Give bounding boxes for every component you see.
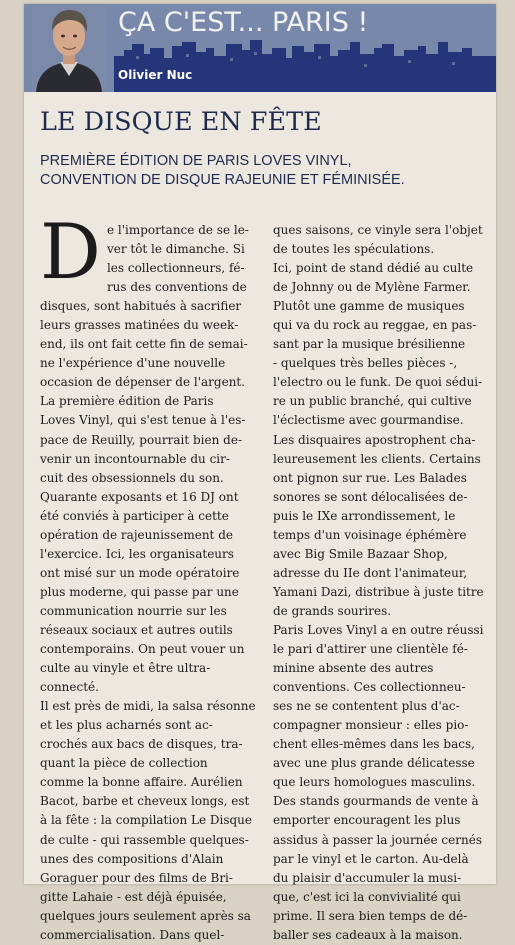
article-standfirst [40, 152, 492, 190]
column-banner [24, 4, 496, 92]
article-text-line: de grands sourires. [273, 603, 392, 618]
article-text-line: conventions. Ces collectionneu- [273, 680, 466, 695]
article-text-line: de culte - qui rassemble quelques- [40, 832, 249, 847]
article-text-line: occasion de dépenser de l'argent. [40, 375, 246, 390]
article-text-line: qui va du rock au reggae, en pas- [273, 318, 477, 333]
article-text-line: Ici, point de stand dédié au culte [273, 261, 474, 276]
article-text-line: communication nourrie sur les [40, 603, 227, 618]
article-text-line: sonores se sont délocalisées de- [273, 489, 468, 504]
article-text-line: - quelques très belles pièces -, [273, 356, 458, 371]
article-column-left [40, 207, 261, 945]
article-text-line: e l'importance de se le- [106, 223, 249, 237]
left-column-text [40, 207, 261, 945]
article-text-line: crochés aux bacs de disques, tra- [40, 737, 243, 752]
article-text-line: ne l'expérience d'une nouvelle [40, 356, 226, 371]
article-text-line: chent elles-mêmes dans les bacs, [273, 737, 475, 752]
article-text-line: baller ses cadeaux à la maison. [273, 927, 463, 942]
article-text-line: ver tôt le dimanche. Si [106, 242, 245, 257]
article-text-line: Des stands gourmands de vente à [273, 794, 479, 809]
article-text-line: Quarante exposants et 16 DJ ont [40, 489, 239, 504]
article-text-line: que, c'est ici la convivialité qui [273, 889, 461, 904]
article-text-line: opération de rajeunissement de [40, 527, 233, 542]
article-text-line: minine absente des autres [273, 661, 434, 676]
article-text-line: à la fête : la compilation Le Disque [40, 813, 252, 828]
author-name: Olivier Nuc [118, 68, 193, 82]
article-text-line: unes des compositions d'Alain [40, 851, 224, 866]
article-text-line: Goraguer pour des films de Bri- [40, 870, 233, 885]
article-text-line: Paris Loves Vinyl a en outre réussi [273, 622, 484, 637]
article-text-line: avec une plus grande délicatesse [273, 756, 475, 771]
article-text-line: Plutôt une gamme de musiques [273, 299, 465, 314]
article-text-line: Loves Vinyl, qui s'est tenue à l'es- [40, 413, 246, 428]
article-text-line: disques, sont habitués à sacrifier [40, 299, 242, 314]
article-column-right [273, 221, 484, 945]
right-column-text [273, 221, 484, 945]
author-portrait [32, 6, 106, 92]
article-text-line: et les plus acharnés sont ac- [40, 718, 213, 733]
article-text-line: les collectionneurs, fé- [106, 261, 245, 276]
article-text-line: emporter encouragent les plus [273, 813, 461, 828]
standfirst-line: PREMIÈRE ÉDITION DE PARIS LOVES VINYL, [40, 153, 352, 169]
article-text-line: du plaisir d'accumuler la musi- [273, 870, 462, 885]
article-text-line: ses ne se contentent plus d'ac- [273, 699, 460, 714]
column-title: ÇA C'EST... PARIS ! [118, 7, 369, 38]
newspaper-page [24, 4, 496, 942]
article-text-line: sant par la musique brésilienne [273, 337, 466, 352]
article-text-line: connecté. [40, 680, 99, 695]
article-text-line: leurs grasses matinées du week- [40, 318, 239, 333]
article-text-line: temps d'un voisinage éphémère [273, 527, 467, 542]
article-text-line: que leurs homologues masculins. [273, 775, 476, 790]
article-text-line: ont misé sur un mode opératoire [40, 565, 240, 580]
article-headline: LE DISQUE EN FÊTE [40, 107, 322, 137]
article-text-line: contemporains. On peut vouer un [40, 642, 245, 657]
article-text-line: commercialisation. Dans quel- [40, 927, 225, 942]
article-text-line: quant la pièce de collection [40, 756, 208, 771]
article-text-line: Bacot, barbe et cheveux longs, est [40, 794, 250, 809]
article-text-line: l'éclectisme avec gourmandise. [273, 413, 464, 428]
article-text-line: Il est près de midi, la salsa résonne [40, 699, 256, 714]
article-text-line: Yamani Dazi, distribue à juste titre [273, 584, 484, 599]
article-text-line: adresse du IIe dont l'animateur, [273, 565, 468, 580]
article-text-line: ques saisons, ce vinyle sera l'objet [273, 223, 483, 237]
article-text-line: de Johnny ou de Mylène Farmer. [273, 280, 471, 295]
article-text-line: rus des conventions de [106, 280, 247, 295]
article-text-line: leureusement les clients. Certains [273, 451, 481, 466]
article-text-line: puis le IXe arrondissement, le [273, 508, 456, 523]
article-text-line: pace de Reuilly, pourrait bien de- [40, 432, 243, 447]
article-text-line: par le vinyl et le carton. Au-delà [273, 851, 469, 866]
article-text-line: plus moderne, qui passe par une [40, 584, 239, 599]
article-text-line: prime. Il sera bien temps de dé- [273, 908, 468, 923]
article-text-line: de toutes les spéculations. [273, 242, 435, 257]
article-text-line: gitte Lahaie - est déjà épuisée, [40, 889, 227, 904]
article-text-line: end, ils ont fait cette fin de semai- [40, 337, 248, 352]
drop-cap: D [40, 207, 101, 296]
article-text-line: compagner monsieur : elles pio- [273, 718, 469, 733]
article-text-line: réseaux sociaux et autres outils [40, 622, 233, 637]
article-text-line: culte au vinyle et être ultra- [40, 661, 211, 676]
article-text-line: le pari d'attirer une clientèle fé- [273, 642, 468, 657]
article-text-line: été conviés à participer à cette [40, 508, 229, 523]
article-text-line: l'electro ou le funk. De quoi sédui- [273, 375, 483, 390]
article-text-line: l'exercice. Ici, les organisateurs [40, 546, 234, 561]
article-text-line: cuit des obsessionnels du son. [40, 470, 224, 485]
article-text-line: assidus à passer la journée cernés [273, 832, 482, 847]
article-text-line: ont pignon sur rue. Les Balades [273, 470, 467, 485]
article-text-line: re un public branché, qui cultive [273, 394, 472, 409]
article-text-line: quelques jours seulement après sa [40, 908, 251, 923]
article-text-line: comme la bonne affaire. Aurélien [40, 775, 243, 790]
article-text-line: venir un incontournable du cir- [40, 451, 230, 466]
article-text-line: Les disquaires apostrophent cha- [273, 432, 476, 447]
article-text-line: avec Big Smile Bazaar Shop, [273, 546, 448, 561]
article-text-line: La première édition de Paris [40, 394, 214, 409]
standfirst-line: CONVENTION DE DISQUE RAJEUNIE ET FÉMINISÉE. [40, 172, 405, 188]
